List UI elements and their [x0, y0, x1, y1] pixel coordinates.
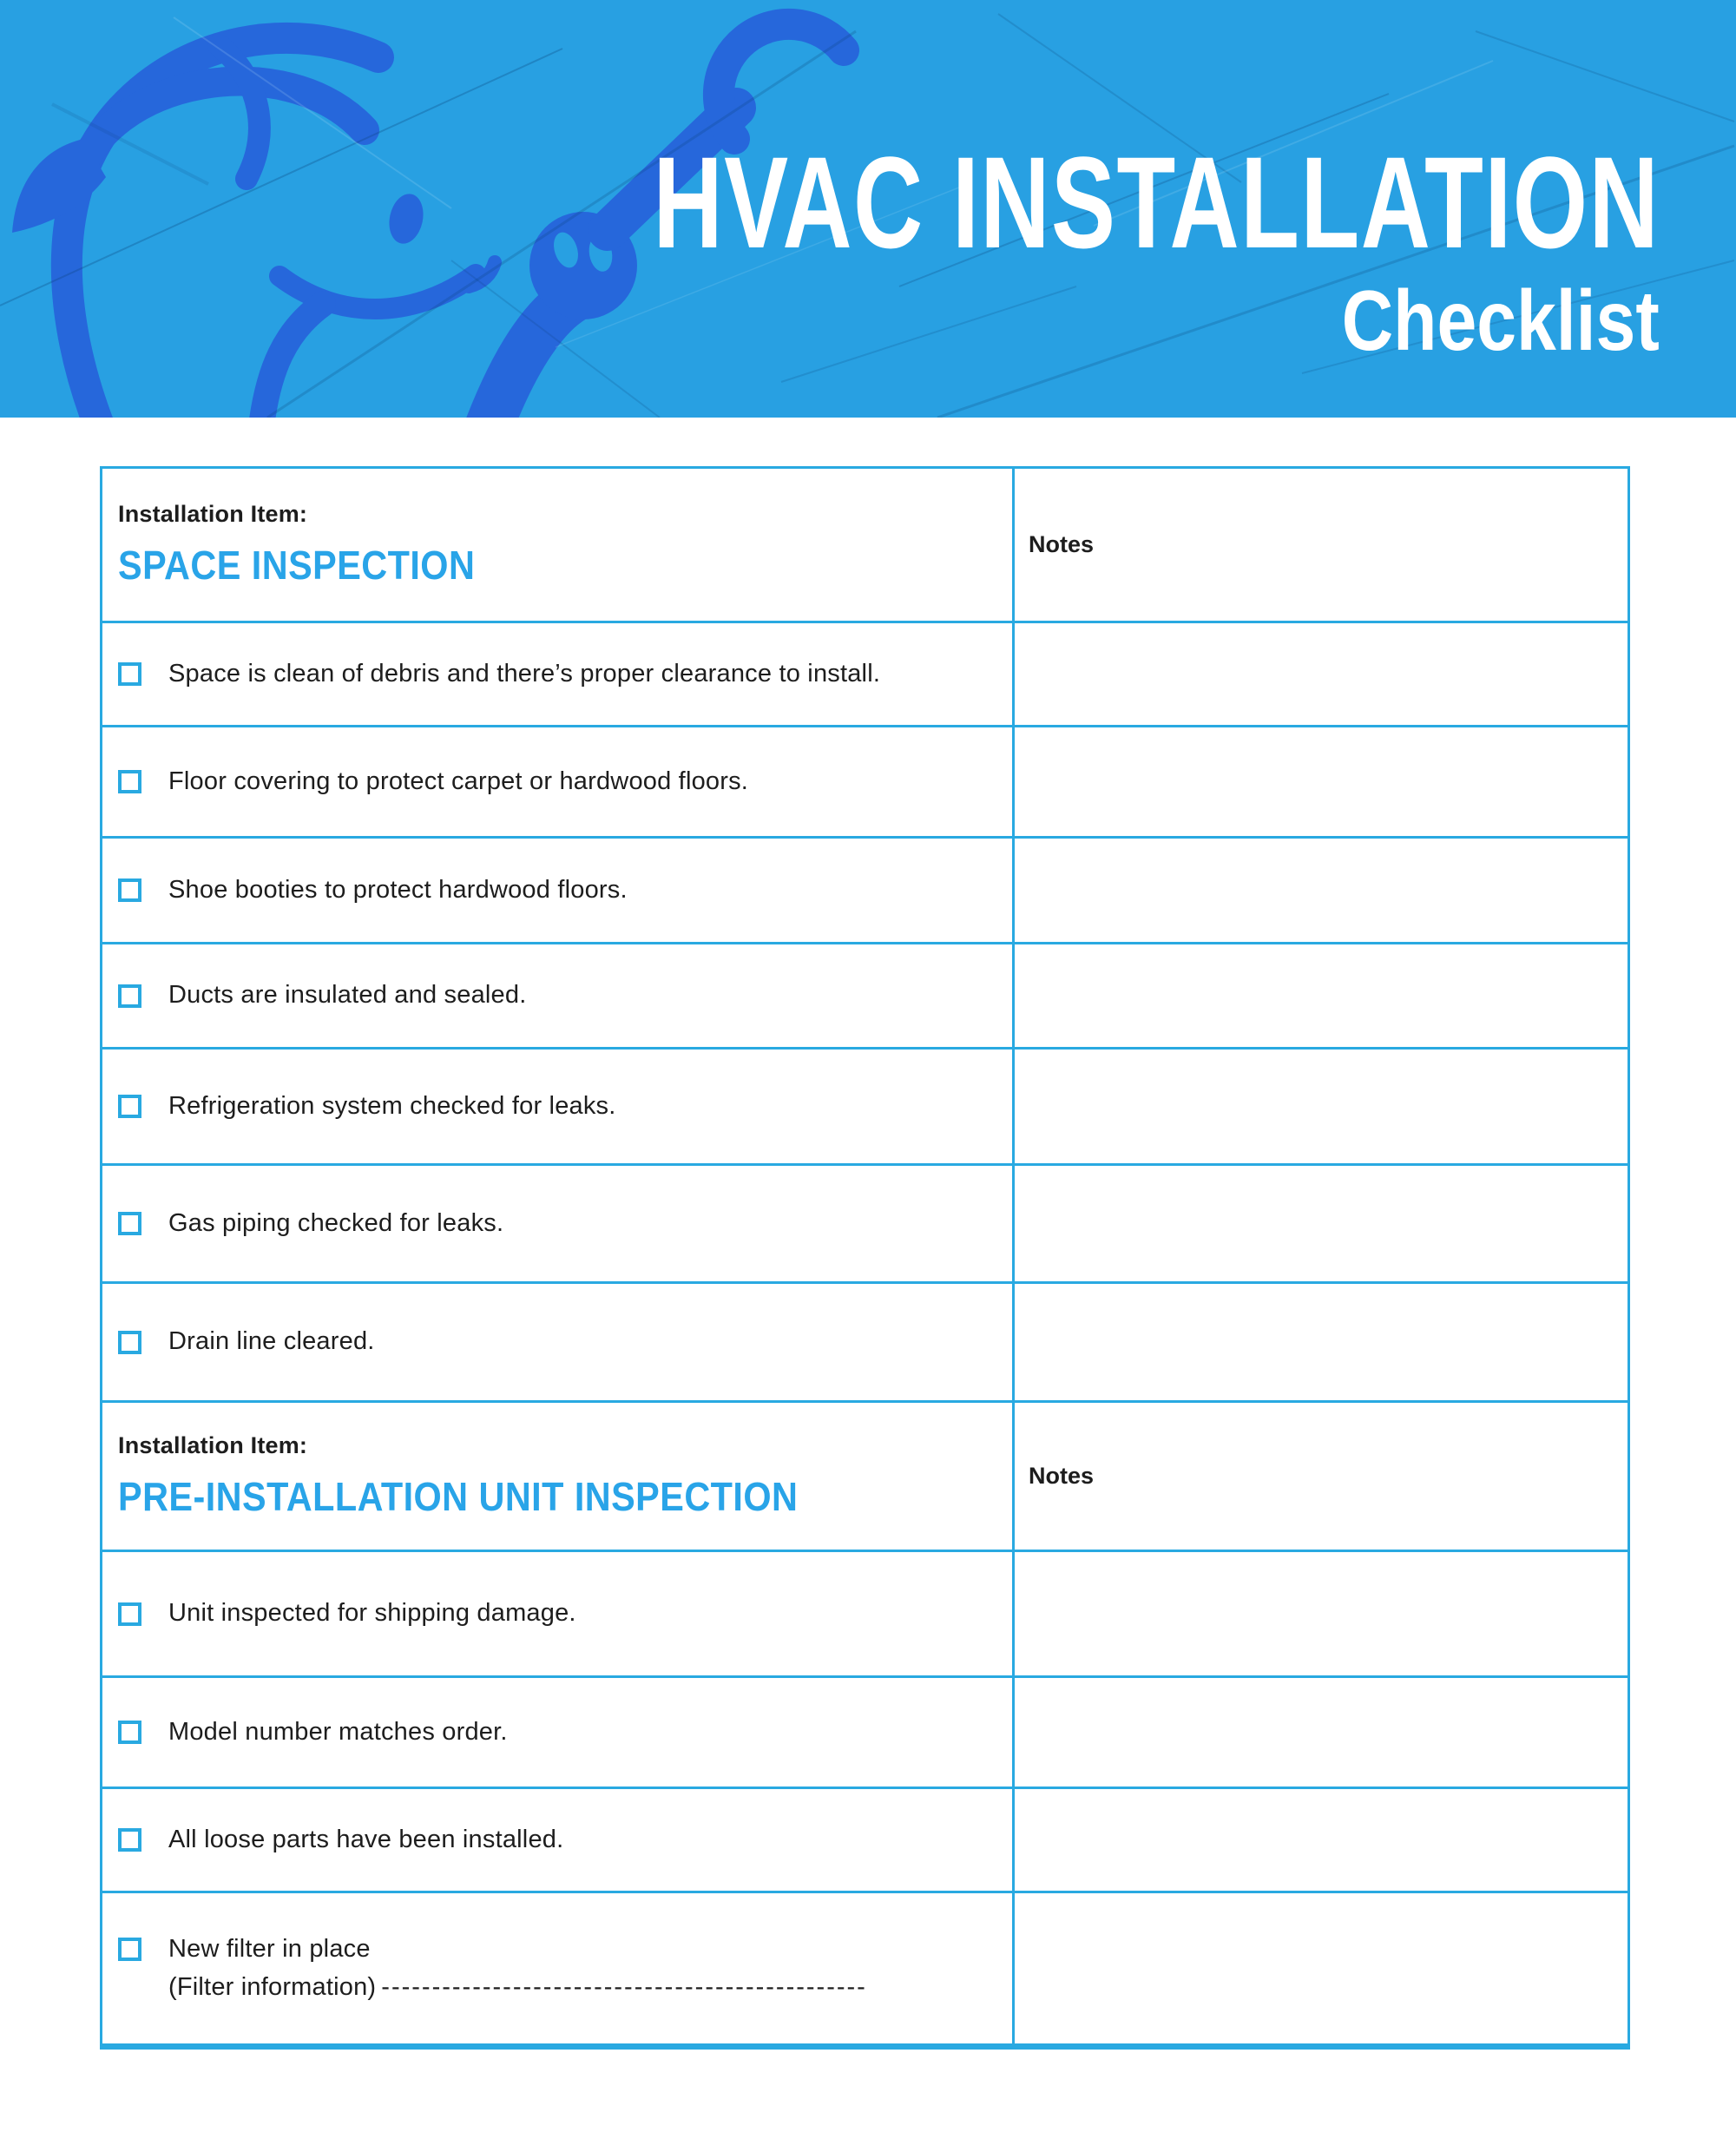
- checklist-item-cell: [102, 839, 1015, 942]
- table-row: [102, 725, 1628, 836]
- header-banner: [0, 0, 1736, 418]
- notes-cell[interactable]: [1015, 944, 1628, 1047]
- checklist-item-cell: [102, 727, 1015, 836]
- notes-cell[interactable]: [1015, 623, 1628, 725]
- page-title: HVAC INSTALLATION: [653, 129, 1660, 275]
- checkbox-icon[interactable]: [118, 662, 141, 686]
- checkbox-icon[interactable]: [118, 878, 141, 902]
- checklist-item-cell: [102, 1284, 1015, 1400]
- checklist-item-cell: [102, 623, 1015, 725]
- filter-information-blank-line[interactable]: ------------------------------------------------: [381, 1972, 867, 2001]
- section-title: SPACE INSPECTION: [118, 543, 476, 588]
- filter-information-label: (Filter information): [168, 1972, 377, 2001]
- checklist-item-cell: [102, 1678, 1015, 1787]
- filter-information-line: [168, 1969, 867, 2007]
- notes-cell[interactable]: [1015, 1284, 1628, 1400]
- table-row: [102, 1163, 1628, 1281]
- table-row: [102, 1047, 1628, 1163]
- notes-cell[interactable]: [1015, 1050, 1628, 1163]
- checkbox-icon[interactable]: [118, 770, 141, 793]
- notes-cell[interactable]: [1015, 1678, 1628, 1787]
- item-label: Unit inspected for shipping damage.: [168, 1599, 576, 1628]
- item-label: Floor covering to protect carpet or hardwood floors.: [168, 767, 749, 795]
- notes-header: Notes: [1029, 1463, 1095, 1489]
- checklist-item-cell: [102, 1552, 1015, 1675]
- notes-cell[interactable]: [1015, 1552, 1628, 1675]
- section-title: PRE-INSTALLATION UNIT INSPECTION: [118, 1474, 799, 1519]
- section-header-row: [102, 469, 1628, 621]
- item-label: Drain line cleared.: [168, 1327, 375, 1356]
- notes-header-cell: [1015, 469, 1628, 621]
- notes-cell[interactable]: [1015, 839, 1628, 942]
- table-row: [102, 621, 1628, 725]
- checklist-item-cell: [102, 944, 1015, 1047]
- notes-cell[interactable]: [1015, 727, 1628, 836]
- installation-item-label: Installation Item:: [118, 501, 308, 527]
- table-row: [102, 942, 1628, 1047]
- checklist-item-cell: [102, 1050, 1015, 1163]
- checklist-item-cell: [102, 1166, 1015, 1281]
- section-header-row: [102, 1400, 1628, 1550]
- table-row: [102, 1787, 1628, 1891]
- notes-header: Notes: [1029, 531, 1095, 557]
- table-row: [102, 1281, 1628, 1400]
- item-label: Ducts are insulated and sealed.: [168, 981, 527, 1010]
- checkbox-icon[interactable]: [118, 1938, 141, 1961]
- section-header-cell: [102, 1403, 1015, 1550]
- table-row: [102, 836, 1628, 942]
- item-label: All loose parts have been installed.: [168, 1825, 564, 1853]
- item-label: New filter in place: [168, 1935, 371, 1963]
- item-label: Space is clean of debris and there’s proper clearance to install.: [168, 659, 881, 688]
- notes-cell[interactable]: [1015, 1166, 1628, 1281]
- checkbox-icon[interactable]: [118, 1828, 141, 1852]
- table-row: [102, 1550, 1628, 1675]
- checkbox-icon[interactable]: [118, 1602, 141, 1626]
- section-header-cell: [102, 469, 1015, 621]
- page-subtitle: Checklist: [1341, 273, 1660, 368]
- table-row: [102, 1675, 1628, 1787]
- item-label: Gas piping checked for leaks.: [168, 1208, 504, 1237]
- notes-header-cell: [1015, 1403, 1628, 1550]
- checkbox-icon[interactable]: [118, 1212, 141, 1235]
- item-label: Shoe booties to protect hardwood floors.: [168, 875, 628, 904]
- checkbox-icon[interactable]: [118, 1721, 141, 1744]
- checkbox-icon[interactable]: [118, 984, 141, 1008]
- checkbox-icon[interactable]: [118, 1095, 141, 1118]
- checklist-item-cell: [102, 1893, 1015, 2043]
- checklist-item-cell: [102, 1789, 1015, 1891]
- checkbox-icon[interactable]: [118, 1331, 141, 1354]
- notes-cell[interactable]: [1015, 1893, 1628, 2043]
- item-label: Refrigeration system checked for leaks.: [168, 1091, 616, 1120]
- installation-item-label: Installation Item:: [118, 1432, 308, 1458]
- notes-cell[interactable]: [1015, 1789, 1628, 1891]
- checklist-table: [100, 466, 1630, 2050]
- item-label: Model number matches order.: [168, 1717, 508, 1746]
- table-row: [102, 1891, 1628, 2043]
